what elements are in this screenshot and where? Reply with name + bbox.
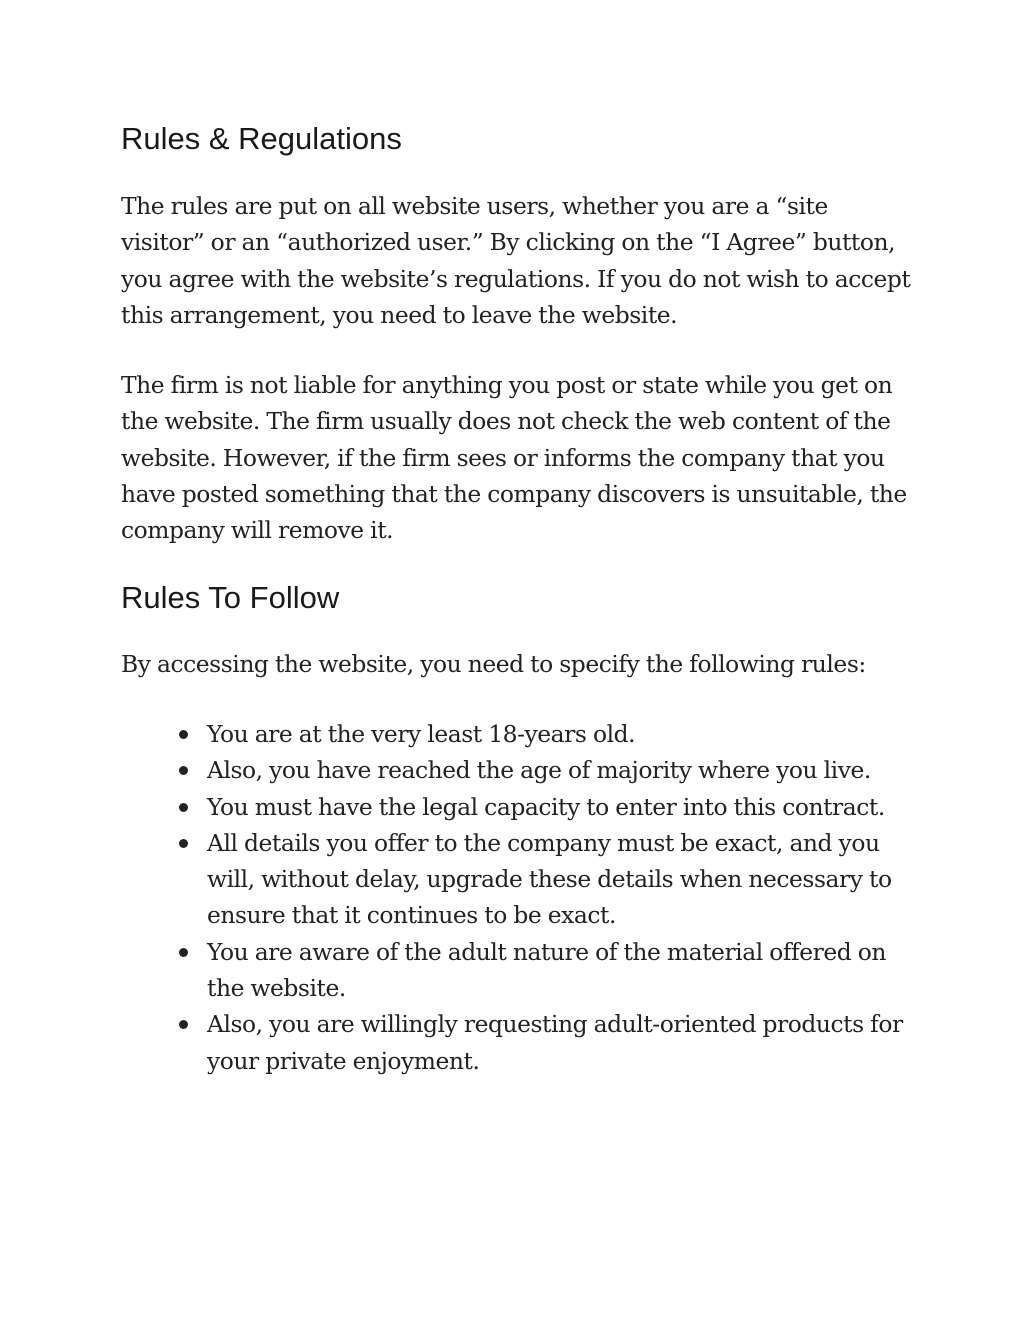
heading-rules-regulations: Rules & Regulations: [121, 121, 402, 156]
rules-list: [121, 716, 911, 1079]
document-page: [121, 118, 911, 1079]
bullet-icon: [179, 948, 188, 957]
paragraph-user-rules: The rules are put on all website users, whether you are a “site visitor” or an “authorized user.” By clicking on the “I Agree” button, you agree with the website’s regulations. If you do not wish to accept this arrangement, you need to leave the website.: [121, 192, 911, 329]
bullet-icon: [179, 766, 188, 775]
list-item-text: You are aware of the adult nature of the material offered on the website.: [207, 937, 887, 1003]
heading-rules-to-follow: Rules To Follow: [121, 579, 340, 615]
list-item-text: All details you offer to the company must be exact, and you will, without delay, upgrade these details when necessary to ensure that it continues to be exact.: [207, 828, 892, 930]
bullet-icon: [179, 839, 188, 848]
paragraph-accessing-website: By accessing the website, you need to specify the following rules:: [121, 649, 866, 678]
list-item-text: Also, you are willingly requesting adult-oriented products for your private enjoyment.: [207, 1010, 903, 1075]
bullet-icon: [179, 803, 188, 812]
list-item-text: You must have the legal capacity to enter into this contract.: [207, 792, 885, 821]
bullet-icon: [179, 730, 188, 739]
list-item: [207, 752, 911, 788]
list-item: [207, 934, 911, 1007]
list-item: [207, 1006, 911, 1079]
list-item: [207, 716, 911, 752]
list-item-text: Also, you have reached the age of majority where you live.: [207, 756, 871, 785]
list-item-text: You are at the very least 18-years old.: [207, 719, 636, 748]
paragraph-liability: The firm is not liable for anything you post or state while you get on the website. The firm usually does not check the web content of the website. However, if the firm sees or informs the company that you have posted something that the company discovers is unsuitable, the company will remove it.: [121, 371, 907, 545]
list-item: [207, 789, 911, 825]
bullet-icon: [179, 1020, 188, 1029]
list-item: [207, 825, 911, 934]
